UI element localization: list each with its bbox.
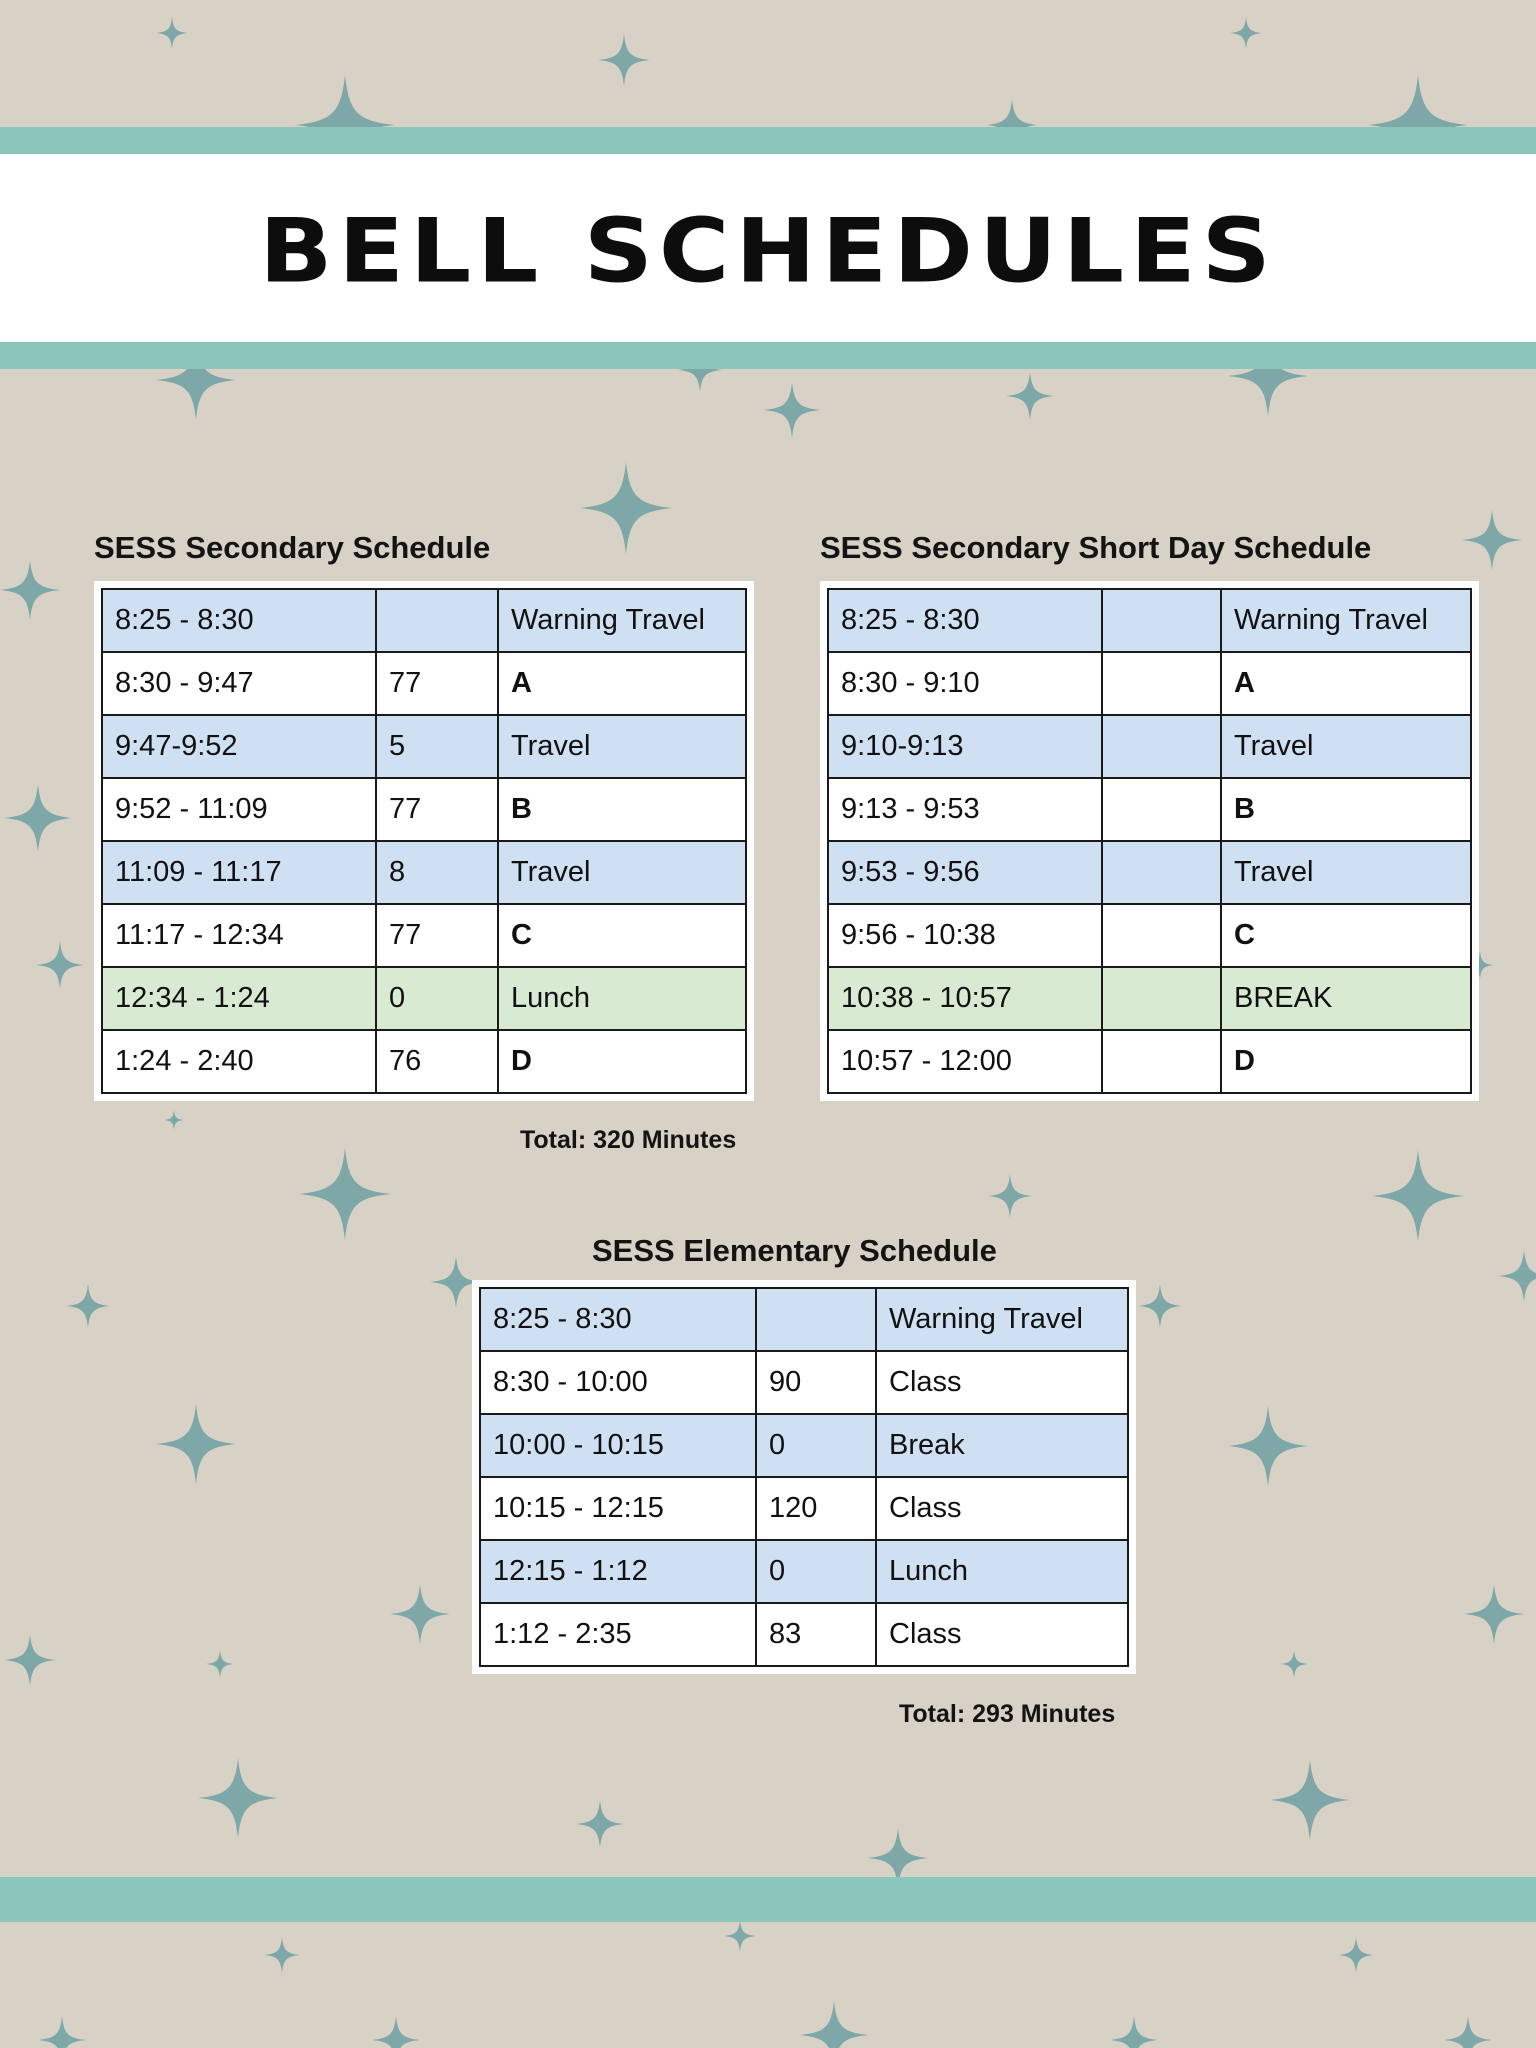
title-banner [0,154,1536,342]
secondary-schedule-title: SESS Secondary Schedule [94,530,491,565]
minutes-cell: 90 [756,1351,876,1414]
teal-band-bottom [0,1877,1536,1922]
minutes-cell [1102,904,1221,967]
period-cell: A [1221,652,1471,715]
minutes-cell: 120 [756,1477,876,1540]
period-cell: Lunch [876,1540,1128,1603]
schedule-row [828,967,1471,1030]
time-cell: 12:34 - 1:24 [102,967,376,1030]
schedule-row [828,778,1471,841]
time-cell: 8:30 - 9:10 [828,652,1102,715]
schedule-row [102,652,746,715]
period-cell: Break [876,1414,1128,1477]
short-day-schedule-title: SESS Secondary Short Day Schedule [820,530,1372,565]
elementary-schedule-title: SESS Elementary Schedule [592,1233,997,1268]
schedule-row [102,589,746,652]
minutes-cell [1102,967,1221,1030]
schedule-row [102,715,746,778]
time-cell: 10:38 - 10:57 [828,967,1102,1030]
schedule-row [828,841,1471,904]
time-cell: 1:12 - 2:35 [480,1603,756,1666]
period-cell: Class [876,1477,1128,1540]
time-cell: 9:56 - 10:38 [828,904,1102,967]
time-cell: 11:09 - 11:17 [102,841,376,904]
period-cell: Warning Travel [1221,589,1471,652]
time-cell: 8:25 - 8:30 [102,589,376,652]
elementary-total-minutes: Total: 293 Minutes [899,1700,1116,1728]
short-day-schedule-card [820,581,1479,1101]
time-cell: 10:00 - 10:15 [480,1414,756,1477]
time-cell: 8:30 - 9:47 [102,652,376,715]
page-title: BELL SCHEDULES [259,199,1277,303]
minutes-cell: 0 [376,967,498,1030]
minutes-cell [1102,1030,1221,1093]
minutes-cell: 0 [756,1414,876,1477]
period-cell: Warning Travel [498,589,746,652]
schedule-row [480,1540,1128,1603]
time-cell: 8:30 - 10:00 [480,1351,756,1414]
period-cell: C [1221,904,1471,967]
schedule-row [480,1351,1128,1414]
period-cell: Travel [498,841,746,904]
period-cell: BREAK [1221,967,1471,1030]
schedule-row [828,1030,1471,1093]
time-cell: 9:10-9:13 [828,715,1102,778]
elementary-schedule-table [479,1287,1129,1667]
short-day-schedule-table [827,588,1472,1094]
time-cell: 9:13 - 9:53 [828,778,1102,841]
period-cell: B [498,778,746,841]
period-cell: Travel [498,715,746,778]
minutes-cell: 77 [376,904,498,967]
minutes-cell: 8 [376,841,498,904]
period-cell: B [1221,778,1471,841]
time-cell: 1:24 - 2:40 [102,1030,376,1093]
time-cell: 12:15 - 1:12 [480,1540,756,1603]
time-cell: 9:52 - 11:09 [102,778,376,841]
schedule-row [828,904,1471,967]
schedule-row [102,778,746,841]
schedule-row [480,1477,1128,1540]
schedule-row [480,1414,1128,1477]
minutes-cell [1102,841,1221,904]
schedule-row [102,904,746,967]
minutes-cell [1102,778,1221,841]
time-cell: 11:17 - 12:34 [102,904,376,967]
schedule-row [102,841,746,904]
secondary-schedule-table [101,588,747,1094]
minutes-cell [376,589,498,652]
period-cell: Class [876,1351,1128,1414]
time-cell: 10:15 - 12:15 [480,1477,756,1540]
period-cell: D [1221,1030,1471,1093]
period-cell: Lunch [498,967,746,1030]
teal-band-top [0,127,1536,154]
period-cell: Travel [1221,715,1471,778]
period-cell: Class [876,1603,1128,1666]
period-cell: C [498,904,746,967]
elementary-schedule-card [472,1280,1136,1674]
secondary-schedule-card [94,581,754,1101]
schedule-row [828,652,1471,715]
minutes-cell: 0 [756,1540,876,1603]
minutes-cell: 77 [376,652,498,715]
period-cell: Travel [1221,841,1471,904]
time-cell: 8:25 - 8:30 [480,1288,756,1351]
schedule-row [480,1288,1128,1351]
time-cell: 9:47-9:52 [102,715,376,778]
minutes-cell: 76 [376,1030,498,1093]
schedule-row [480,1603,1128,1666]
minutes-cell [1102,715,1221,778]
minutes-cell [1102,589,1221,652]
schedule-row [102,967,746,1030]
minutes-cell [1102,652,1221,715]
schedule-row [102,1030,746,1093]
secondary-total-minutes: Total: 320 Minutes [520,1126,737,1154]
minutes-cell: 5 [376,715,498,778]
minutes-cell: 83 [756,1603,876,1666]
teal-band-under-title [0,342,1536,369]
minutes-cell [756,1288,876,1351]
minutes-cell: 77 [376,778,498,841]
time-cell: 10:57 - 12:00 [828,1030,1102,1093]
time-cell: 8:25 - 8:30 [828,589,1102,652]
time-cell: 9:53 - 9:56 [828,841,1102,904]
schedule-row [828,589,1471,652]
schedule-row [828,715,1471,778]
period-cell: A [498,652,746,715]
period-cell: Warning Travel [876,1288,1128,1351]
period-cell: D [498,1030,746,1093]
